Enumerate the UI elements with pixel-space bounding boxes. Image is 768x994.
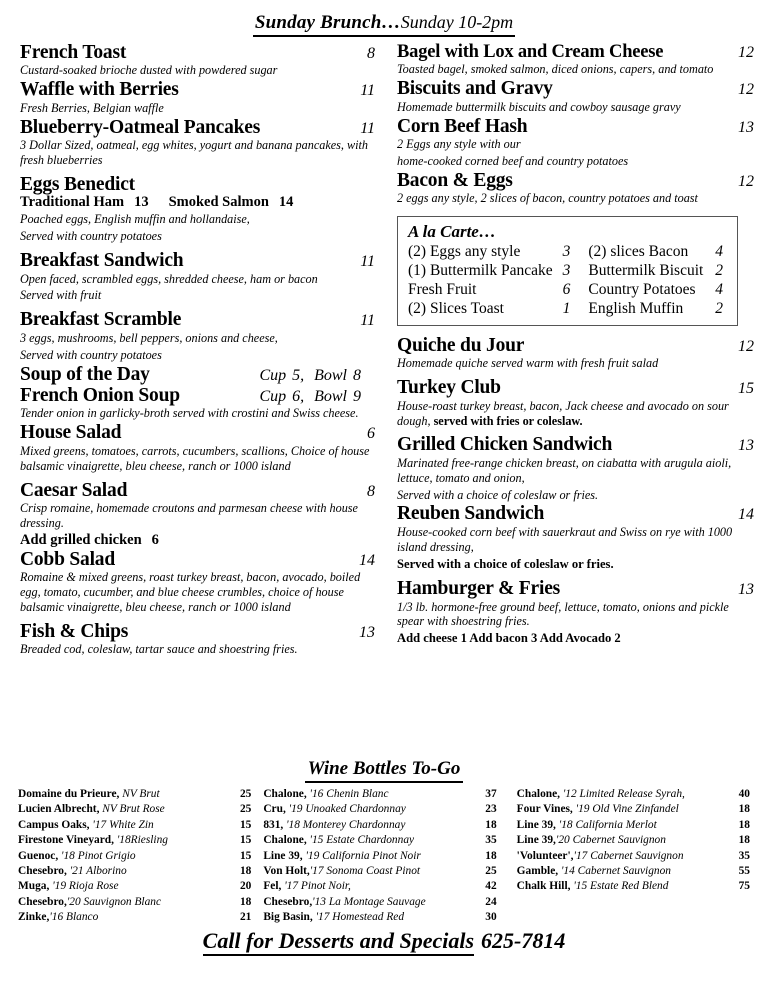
item-name: French Toast — [20, 42, 127, 63]
wine-producer: Line 39, — [516, 818, 556, 831]
item-price: 8 — [367, 45, 375, 62]
item-description: Poached eggs, English muffin and hollandaise, — [20, 212, 250, 227]
wine-producer: Lucien Albrecht, — [18, 803, 100, 816]
item-description: Homemade buttermilk biscuits and cowboy sausage gravy — [397, 99, 681, 114]
wine-price: 20 — [239, 880, 252, 893]
wine-producer: Zinke, — [18, 911, 50, 924]
item-price: 11 — [360, 312, 375, 330]
menu-item-bacon-and-eggs — [397, 171, 754, 206]
item-description-2: Served with country potatoes — [20, 229, 162, 244]
item-price: 12 — [738, 81, 754, 99]
a-la-carte-item-label: English Muffin — [588, 299, 684, 317]
item-price: 13 — [738, 437, 754, 455]
menu-item-breakfast-sandwich — [20, 251, 375, 303]
item-description: 2 eggs any style, 2 slices of bacon, country potatoes and toast — [397, 191, 698, 206]
variant-label-smoked-salmon: Smoked Salmon — [168, 194, 269, 211]
wine-detail: '17 White Zin — [92, 818, 154, 831]
item-name: Caesar Salad — [20, 479, 128, 501]
a-la-carte-item-price: 2 — [715, 299, 723, 317]
wine-detail: '19 California Pinot Noir — [305, 849, 421, 862]
item-price: 12 — [738, 337, 754, 355]
wine-price: 25 — [485, 864, 497, 877]
cup-label: Cup — [259, 387, 287, 405]
wine-producer: Big Basin, — [263, 911, 313, 924]
menu-item-caesar-salad — [20, 481, 375, 549]
item-description: 3 Dollar Sized, oatmeal, egg whites, yogurt and banana pancakes, with fresh blueberries — [20, 138, 368, 168]
a-la-carte-item-price: 3 — [562, 243, 571, 261]
cup-price: 6, — [292, 387, 305, 405]
item-price: 13 — [359, 623, 375, 641]
item-name: Waffle with Berries — [20, 79, 179, 101]
item-description: House-cooked corn beef with sauerkraut and Swiss on rye with 1000 island dressing, — [397, 524, 733, 554]
menu-item-waffle-with-berries — [20, 80, 375, 115]
item-name: Hamburger & Fries — [397, 578, 561, 600]
item-description: Marinated free-range chicken breast, on ciabatta with arugula aioli, lettuce, tomato and onion, — [397, 455, 732, 485]
wine-producer: 'Volunteer', — [516, 849, 574, 862]
wine-row — [517, 849, 750, 864]
menu-footer — [0, 928, 768, 954]
a-la-carte-grid — [408, 243, 729, 319]
item-name: Breakfast Scramble — [20, 309, 182, 331]
wine-producer: Von Holt, — [263, 864, 310, 877]
item-description: Romaine & mixed greens, roast turkey breast, bacon, avocado, boiled egg, tomato, cucumber, and blue cheese crumbles, choice of house balsamic vinaigrette, bleu cheese, ranch or 1000 island — [20, 570, 361, 614]
wine-producer: Muga, — [18, 880, 50, 893]
item-name: Quiche du Jour — [397, 334, 525, 356]
wine-producer: Line 39, — [516, 834, 556, 847]
a-la-carte-item-price: 4 — [715, 281, 723, 299]
menu-item-french-onion-soup — [20, 386, 375, 421]
wine-row — [517, 787, 750, 802]
footer-inner — [203, 928, 566, 954]
wine-price: 35 — [485, 834, 497, 847]
wine-section-title: Wine Bottles To-Go — [305, 758, 464, 783]
a-la-carte-box — [397, 216, 738, 326]
cup-label: Cup — [259, 366, 287, 384]
item-description: Custard-soaked brioche dusted with powdered sugar — [20, 63, 278, 78]
wine-row — [18, 910, 251, 925]
wine-row — [517, 833, 750, 848]
item-variants — [20, 195, 375, 211]
wine-title-wrap — [0, 758, 768, 787]
wine-price: 18 — [738, 803, 750, 816]
addon-label: Add grilled chicken — [20, 531, 142, 548]
item-price: 11 — [360, 253, 375, 271]
wine-row — [263, 895, 496, 910]
variant-label-traditional-ham: Traditional Ham — [20, 194, 125, 211]
wine-producer: Domaine du Prieure, — [18, 788, 120, 800]
wine-column-2 — [259, 787, 504, 926]
wine-detail: '20 Sauvignon Blanc — [66, 895, 162, 908]
item-name: Bagel with Lox and Cream Cheese — [397, 42, 664, 62]
wine-detail: '19 Old Vine Zinfandel — [575, 803, 679, 816]
a-la-carte-item-price: 2 — [715, 262, 723, 280]
a-la-carte-item-label: Buttermilk Biscuit — [588, 262, 704, 280]
item-name: Breakfast Sandwich — [20, 250, 184, 272]
a-la-carte-title: A la Carte… — [408, 222, 496, 242]
a-la-carte-item-label: Country Potatoes — [588, 281, 696, 299]
wine-row — [263, 802, 496, 817]
item-name: Reuben Sandwich — [397, 503, 545, 525]
item-price: 12 — [738, 44, 754, 61]
wine-detail: '18 Monterey Chardonnay — [286, 818, 406, 831]
menu-item-french-toast — [20, 43, 375, 78]
wine-detail: '17 Sonoma Coast Pinot — [309, 864, 421, 877]
wine-row — [517, 802, 750, 817]
item-name: Blueberry-Oatmeal Pancakes — [20, 116, 261, 138]
cup-price: 5, — [292, 366, 305, 384]
item-description-2: home-cooked corned beef and country potatoes — [397, 153, 629, 168]
item-price: 13 — [738, 118, 754, 136]
a-la-carte-item-price: 3 — [562, 262, 571, 280]
wine-row — [263, 849, 496, 864]
item-name: Soup of the Day — [20, 363, 150, 385]
wine-detail: NV Brut — [122, 788, 160, 800]
wine-price: 18 — [738, 834, 750, 847]
wine-price: 15 — [239, 849, 252, 862]
item-description: Homemade quiche served warm with fresh fruit salad — [397, 356, 659, 371]
bowl-price: 9 — [353, 387, 361, 405]
menu-item-quiche-du-jour — [397, 336, 754, 371]
a-la-carte-item-label: (2) Eggs any style — [408, 243, 521, 261]
wine-producer: Fel, — [263, 880, 282, 893]
wine-price: 40 — [738, 788, 750, 800]
wine-row — [263, 787, 496, 802]
wine-row — [263, 910, 496, 925]
a-la-carte-item-price: 1 — [562, 299, 571, 317]
wine-price: 25 — [239, 788, 252, 800]
wine-producer: Chalone, — [263, 834, 307, 847]
item-description: Breaded cod, coleslaw, tartar sauce and shoestring fries. — [20, 642, 298, 657]
wine-producer: Chalone, — [263, 788, 307, 800]
a-la-carte-item-label: (1) Buttermilk Pancake — [408, 262, 553, 280]
wine-row — [18, 849, 251, 864]
wine-price: 35 — [738, 849, 750, 862]
wine-detail: '16 Chenin Blanc — [309, 788, 389, 800]
wine-price: 21 — [239, 911, 252, 924]
bowl-label: Bowl — [314, 366, 347, 384]
menu-item-biscuits-and-gravy — [397, 79, 754, 114]
item-addon — [20, 533, 375, 549]
wine-detail: NV Brut Rose — [102, 803, 165, 816]
item-description-bold: Served with a choice of coleslaw or fries. — [397, 556, 614, 571]
item-price-cup-bowl — [259, 368, 375, 385]
item-name: House Salad — [20, 422, 122, 444]
menu-item-corn-beef-hash — [397, 117, 754, 169]
wine-producer: Firestone Vineyard, — [18, 834, 114, 847]
wine-row — [18, 787, 251, 802]
item-name: Corn Beef Hash — [397, 115, 528, 137]
item-description-2: Served with fruit — [20, 288, 102, 303]
wine-detail: '16 Blanco — [49, 911, 99, 924]
wine-row — [18, 895, 251, 910]
wine-producer: Four Vines, — [516, 803, 573, 816]
menu-item-fish-and-chips — [20, 622, 375, 657]
a-la-carte-item-label: Fresh Fruit — [408, 281, 477, 299]
item-price: 14 — [359, 551, 375, 569]
wine-detail: '19 Rioja Rose — [52, 880, 119, 893]
wine-producer: Gamble, — [516, 864, 559, 877]
wine-detail: '21 Alborino — [69, 864, 127, 877]
wine-row — [18, 818, 251, 833]
wine-producer: Guenoc, — [18, 849, 59, 862]
wine-row — [18, 879, 251, 894]
item-name: Biscuits and Gravy — [397, 78, 553, 100]
item-name: French Onion Soup — [20, 384, 180, 406]
menu-column-left — [20, 43, 387, 659]
wine-detail: '18 California Merlot — [558, 818, 657, 831]
item-description — [397, 399, 747, 429]
wine-detail: '14 Cabernet Sauvignon — [560, 864, 671, 877]
wine-row — [263, 864, 496, 879]
menu-header-subtitle: Sunday 10-2pm — [400, 12, 514, 32]
menu-header-underline — [253, 12, 515, 37]
menu-item-cobb-salad — [20, 550, 375, 615]
wine-price: 30 — [485, 911, 497, 924]
wine-row — [517, 864, 750, 879]
menu-item-blueberry-oatmeal-pancakes — [20, 118, 375, 168]
wine-row — [18, 864, 251, 879]
wine-price: 37 — [485, 788, 497, 800]
item-description: Mixed greens, tomatoes, carrots, cucumbers, scallions, Choice of house balsamic vinaigrette, bleu cheese, ranch or 1000 island — [20, 443, 370, 473]
item-description: Open faced, scrambled eggs, shredded cheese, ham or bacon — [20, 271, 318, 286]
wine-section — [0, 758, 768, 926]
item-price: 11 — [360, 82, 375, 100]
menu-item-grilled-chicken-sandwich — [397, 435, 754, 502]
menu-item-reuben-sandwich — [397, 504, 754, 572]
wine-producer: Line 39, — [263, 849, 303, 862]
item-name: Turkey Club — [397, 377, 501, 399]
footer-phone-number: 625-7814 — [481, 928, 566, 953]
menu-item-breakfast-scramble — [20, 310, 375, 362]
wine-detail: '18 Pinot Grigio — [61, 849, 136, 862]
wine-price: 15 — [239, 834, 252, 847]
wine-row — [263, 833, 496, 848]
menu-item-turkey-club — [397, 378, 754, 428]
item-price: 14 — [738, 506, 754, 524]
a-la-carte-item-label: (2) slices Bacon — [588, 243, 689, 261]
wine-price: 23 — [485, 803, 497, 816]
wine-detail: '19 Unoaked Chardonnay — [288, 803, 406, 816]
bowl-price: 8 — [353, 366, 361, 384]
item-description-bold: served with fries or coleslaw. — [433, 413, 583, 428]
item-price: 11 — [360, 119, 375, 137]
item-description-2: Served with a choice of coleslaw or fries. — [397, 487, 599, 502]
wine-column-3 — [505, 787, 758, 926]
wine-producer: Chesebro, — [263, 895, 313, 908]
item-name: Bacon & Eggs — [397, 169, 513, 191]
wine-column-1 — [18, 787, 259, 926]
wine-producer: 831, — [263, 818, 284, 831]
item-price-cup-bowl — [259, 389, 375, 406]
menu-column-right — [387, 43, 754, 649]
wine-producer: Campus Oaks, — [18, 818, 90, 831]
wine-detail: '18Riesling — [116, 834, 168, 847]
menu-header — [0, 0, 768, 37]
item-description: 2 Eggs any style with our — [397, 137, 521, 152]
wine-price: 55 — [738, 864, 750, 877]
item-description: Toasted bagel, smoked salmon, diced onions, capers, and tomato — [397, 62, 714, 77]
a-la-carte-item-label: (2) Slices Toast — [408, 299, 504, 317]
wine-detail: '12 Limited Release Syrah, — [562, 788, 685, 800]
item-price: 8 — [367, 482, 375, 500]
wine-row — [18, 833, 251, 848]
wine-detail: '17 Homestead Red — [315, 911, 405, 924]
wine-detail: '13 La Montage Sauvage — [312, 895, 426, 908]
wine-row — [517, 818, 750, 833]
item-price: 15 — [738, 380, 754, 398]
wine-producer: Cru, — [263, 803, 286, 816]
item-description: Crisp romaine, homemade croutons and parmesan cheese with house dressing. — [20, 501, 358, 530]
wine-price: 18 — [239, 864, 252, 877]
wine-price: 24 — [485, 895, 497, 908]
variant-price-traditional-ham: 13 — [134, 194, 149, 211]
item-name: Eggs Benedict — [20, 173, 135, 195]
item-price: 6 — [367, 425, 375, 443]
wine-price: 15 — [239, 818, 252, 831]
item-description: Fresh Berries, Belgian waffle — [20, 100, 164, 115]
wine-price: 18 — [485, 818, 497, 831]
wine-price: 18 — [239, 895, 252, 908]
wine-detail: '15 Estate Red Blend — [573, 880, 669, 893]
wine-row — [18, 802, 251, 817]
wine-row — [263, 879, 496, 894]
footer-call-text: Call for Desserts and Specials — [203, 928, 474, 956]
item-description: 3 eggs, mushrooms, bell peppers, onions and cheese, — [20, 330, 278, 345]
wine-producer: Chesebro, — [18, 895, 67, 908]
item-description-2: Served with country potatoes — [20, 347, 162, 362]
wine-price: 25 — [239, 803, 252, 816]
wine-producer: Chesebro, — [18, 864, 67, 877]
item-price: 13 — [738, 581, 754, 599]
wine-row — [263, 818, 496, 833]
addon-price: 6 — [151, 531, 159, 548]
menu-header-title: Sunday Brunch… — [254, 12, 401, 33]
item-description-italic: House-roast turkey breast, bacon, Jack cheese and avocado on sour dough, — [397, 398, 729, 428]
item-name: Grilled Chicken Sandwich — [397, 434, 613, 456]
menu-item-eggs-benedict — [20, 175, 375, 244]
wine-price: 75 — [738, 880, 750, 893]
wine-price: 42 — [485, 880, 497, 893]
item-description: Tender onion in garlicky-broth served with crostini and Swiss cheese. — [20, 406, 359, 421]
wine-detail: '17 Pinot Noir, — [284, 880, 351, 893]
a-la-carte-item-price: 4 — [715, 243, 723, 261]
wine-columns — [0, 787, 768, 926]
menu-item-bagel-with-lox — [397, 43, 754, 77]
item-name: Cobb Salad — [20, 548, 116, 570]
wine-detail: '15 Estate Chardonnay — [309, 834, 415, 847]
wine-producer: Chalone, — [516, 788, 561, 800]
item-name: Fish & Chips — [20, 620, 129, 642]
item-addons: Add cheese 1 Add bacon 3 Add Avocado 2 — [397, 631, 621, 646]
item-description: 1/3 lb. hormone-free ground beef, lettuce, tomato, onions and pickle spear with shoestring fries. — [397, 599, 729, 629]
menu-item-soup-of-the-day — [20, 365, 375, 385]
menu-body — [0, 37, 768, 659]
wine-price: 18 — [485, 849, 497, 862]
variant-price-smoked-salmon: 14 — [278, 194, 294, 211]
menu-item-hamburger-and-fries — [397, 579, 754, 647]
item-price: 12 — [738, 172, 754, 190]
wine-price: 18 — [738, 818, 750, 831]
wine-detail: '17 Cabernet Sauvignon — [573, 849, 684, 862]
a-la-carte-item-price: 6 — [562, 281, 571, 299]
wine-row — [517, 879, 750, 894]
bowl-label: Bowl — [314, 387, 347, 405]
wine-producer: Chalk Hill, — [516, 880, 571, 893]
menu-item-house-salad — [20, 423, 375, 473]
wine-detail: '20 Cabernet Sauvignon — [555, 834, 666, 847]
